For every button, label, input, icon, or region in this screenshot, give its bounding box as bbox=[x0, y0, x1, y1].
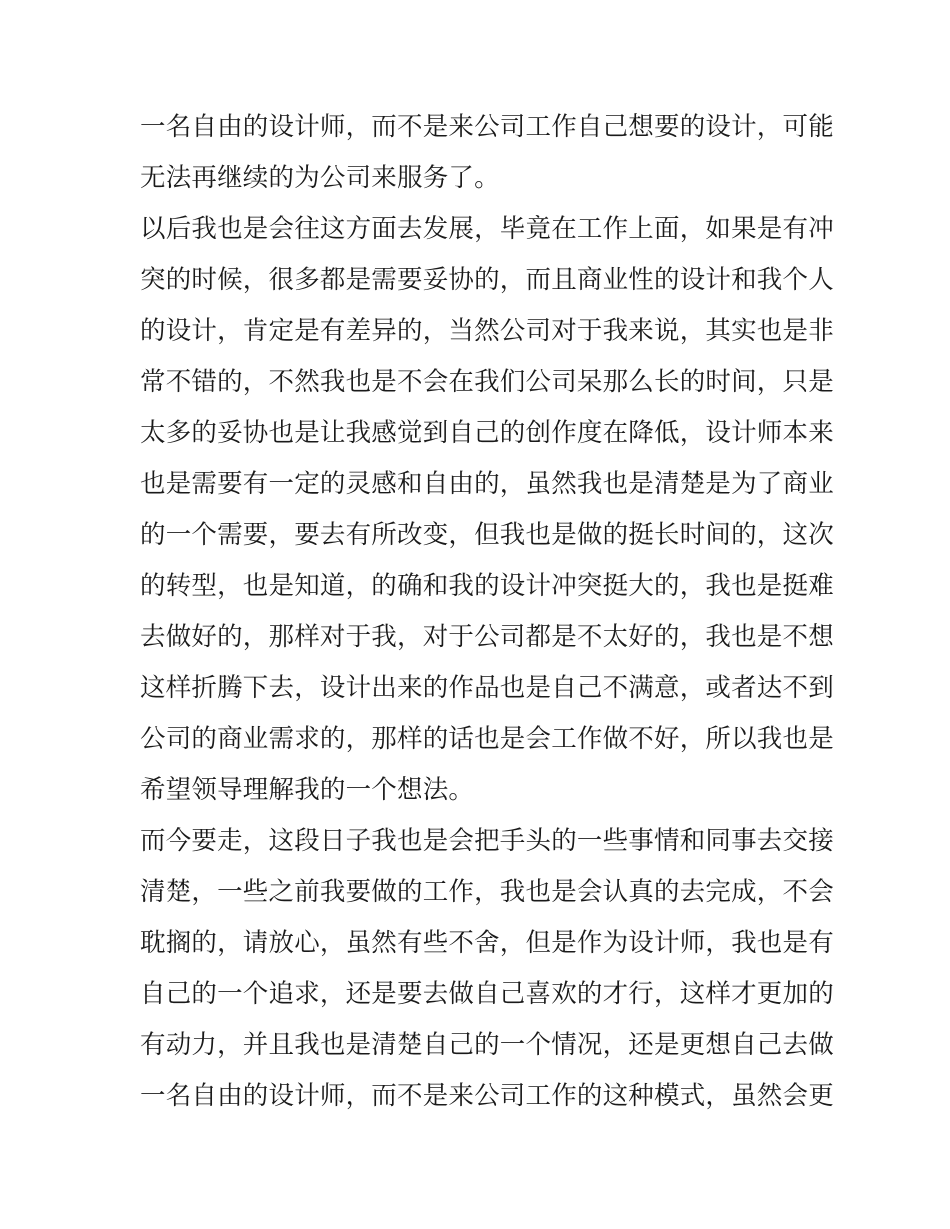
paragraph-2 bbox=[140, 204, 834, 816]
text-line: 的转型，也是知道，的确和我的设计冲突挺大的，我也是挺难 bbox=[140, 571, 834, 601]
text-line: 耽搁的，请放心，虽然有些不舍，但是作为设计师，我也是有 bbox=[140, 928, 834, 958]
text-line: 有动力，并且我也是清楚自己的一个情况，还是更想自己去做 bbox=[140, 1030, 834, 1060]
text-line: 自己的一个追求，还是要去做自己喜欢的才行，这样才更加的 bbox=[140, 979, 834, 1009]
text-line: 希望领导理解我的一个想法。 bbox=[140, 775, 475, 805]
text-line: 以后我也是会往这方面去发展，毕竟在工作上面，如果是有冲 bbox=[140, 214, 834, 244]
text-line: 常不错的，不然我也是不会在我们公司呆那么长的时间，只是 bbox=[140, 367, 834, 397]
text-line: 公司的商业需求的，那样的话也是会工作做不好，所以我也是 bbox=[140, 724, 834, 754]
text-line: 也是需要有一定的灵感和自由的，虽然我也是清楚是为了商业 bbox=[140, 469, 834, 499]
text-line: 太多的妥协也是让我感觉到自己的创作度在降低，设计师本来 bbox=[140, 418, 834, 448]
text-line: 一名自由的设计师，而不是来公司工作自己想要的设计，可能 bbox=[140, 112, 834, 142]
paragraph-3 bbox=[140, 816, 834, 1122]
text-line: 而今要走，这段日子我也是会把手头的一些事情和同事去交接 bbox=[140, 826, 834, 856]
paragraph-1 bbox=[140, 102, 834, 204]
text-line: 一名自由的设计师，而不是来公司工作的这种模式，虽然会更 bbox=[140, 1081, 834, 1111]
text-line: 无法再继续的为公司来服务了。 bbox=[140, 163, 500, 193]
text-line: 清楚，一些之前我要做的工作，我也是会认真的去完成，不会 bbox=[140, 877, 834, 907]
text-line: 的设计，肯定是有差异的，当然公司对于我来说，其实也是非 bbox=[140, 316, 834, 346]
text-line: 去做好的，那样对于我，对于公司都是不太好的，我也是不想 bbox=[140, 622, 834, 652]
text-line: 的一个需要，要去有所改变，但我也是做的挺长时间的，这次 bbox=[140, 520, 834, 550]
text-line: 突的时候，很多都是需要妥协的，而且商业性的设计和我个人 bbox=[140, 265, 834, 295]
document-page bbox=[140, 102, 834, 1122]
text-line: 这样折腾下去，设计出来的作品也是自己不满意，或者达不到 bbox=[140, 673, 834, 703]
